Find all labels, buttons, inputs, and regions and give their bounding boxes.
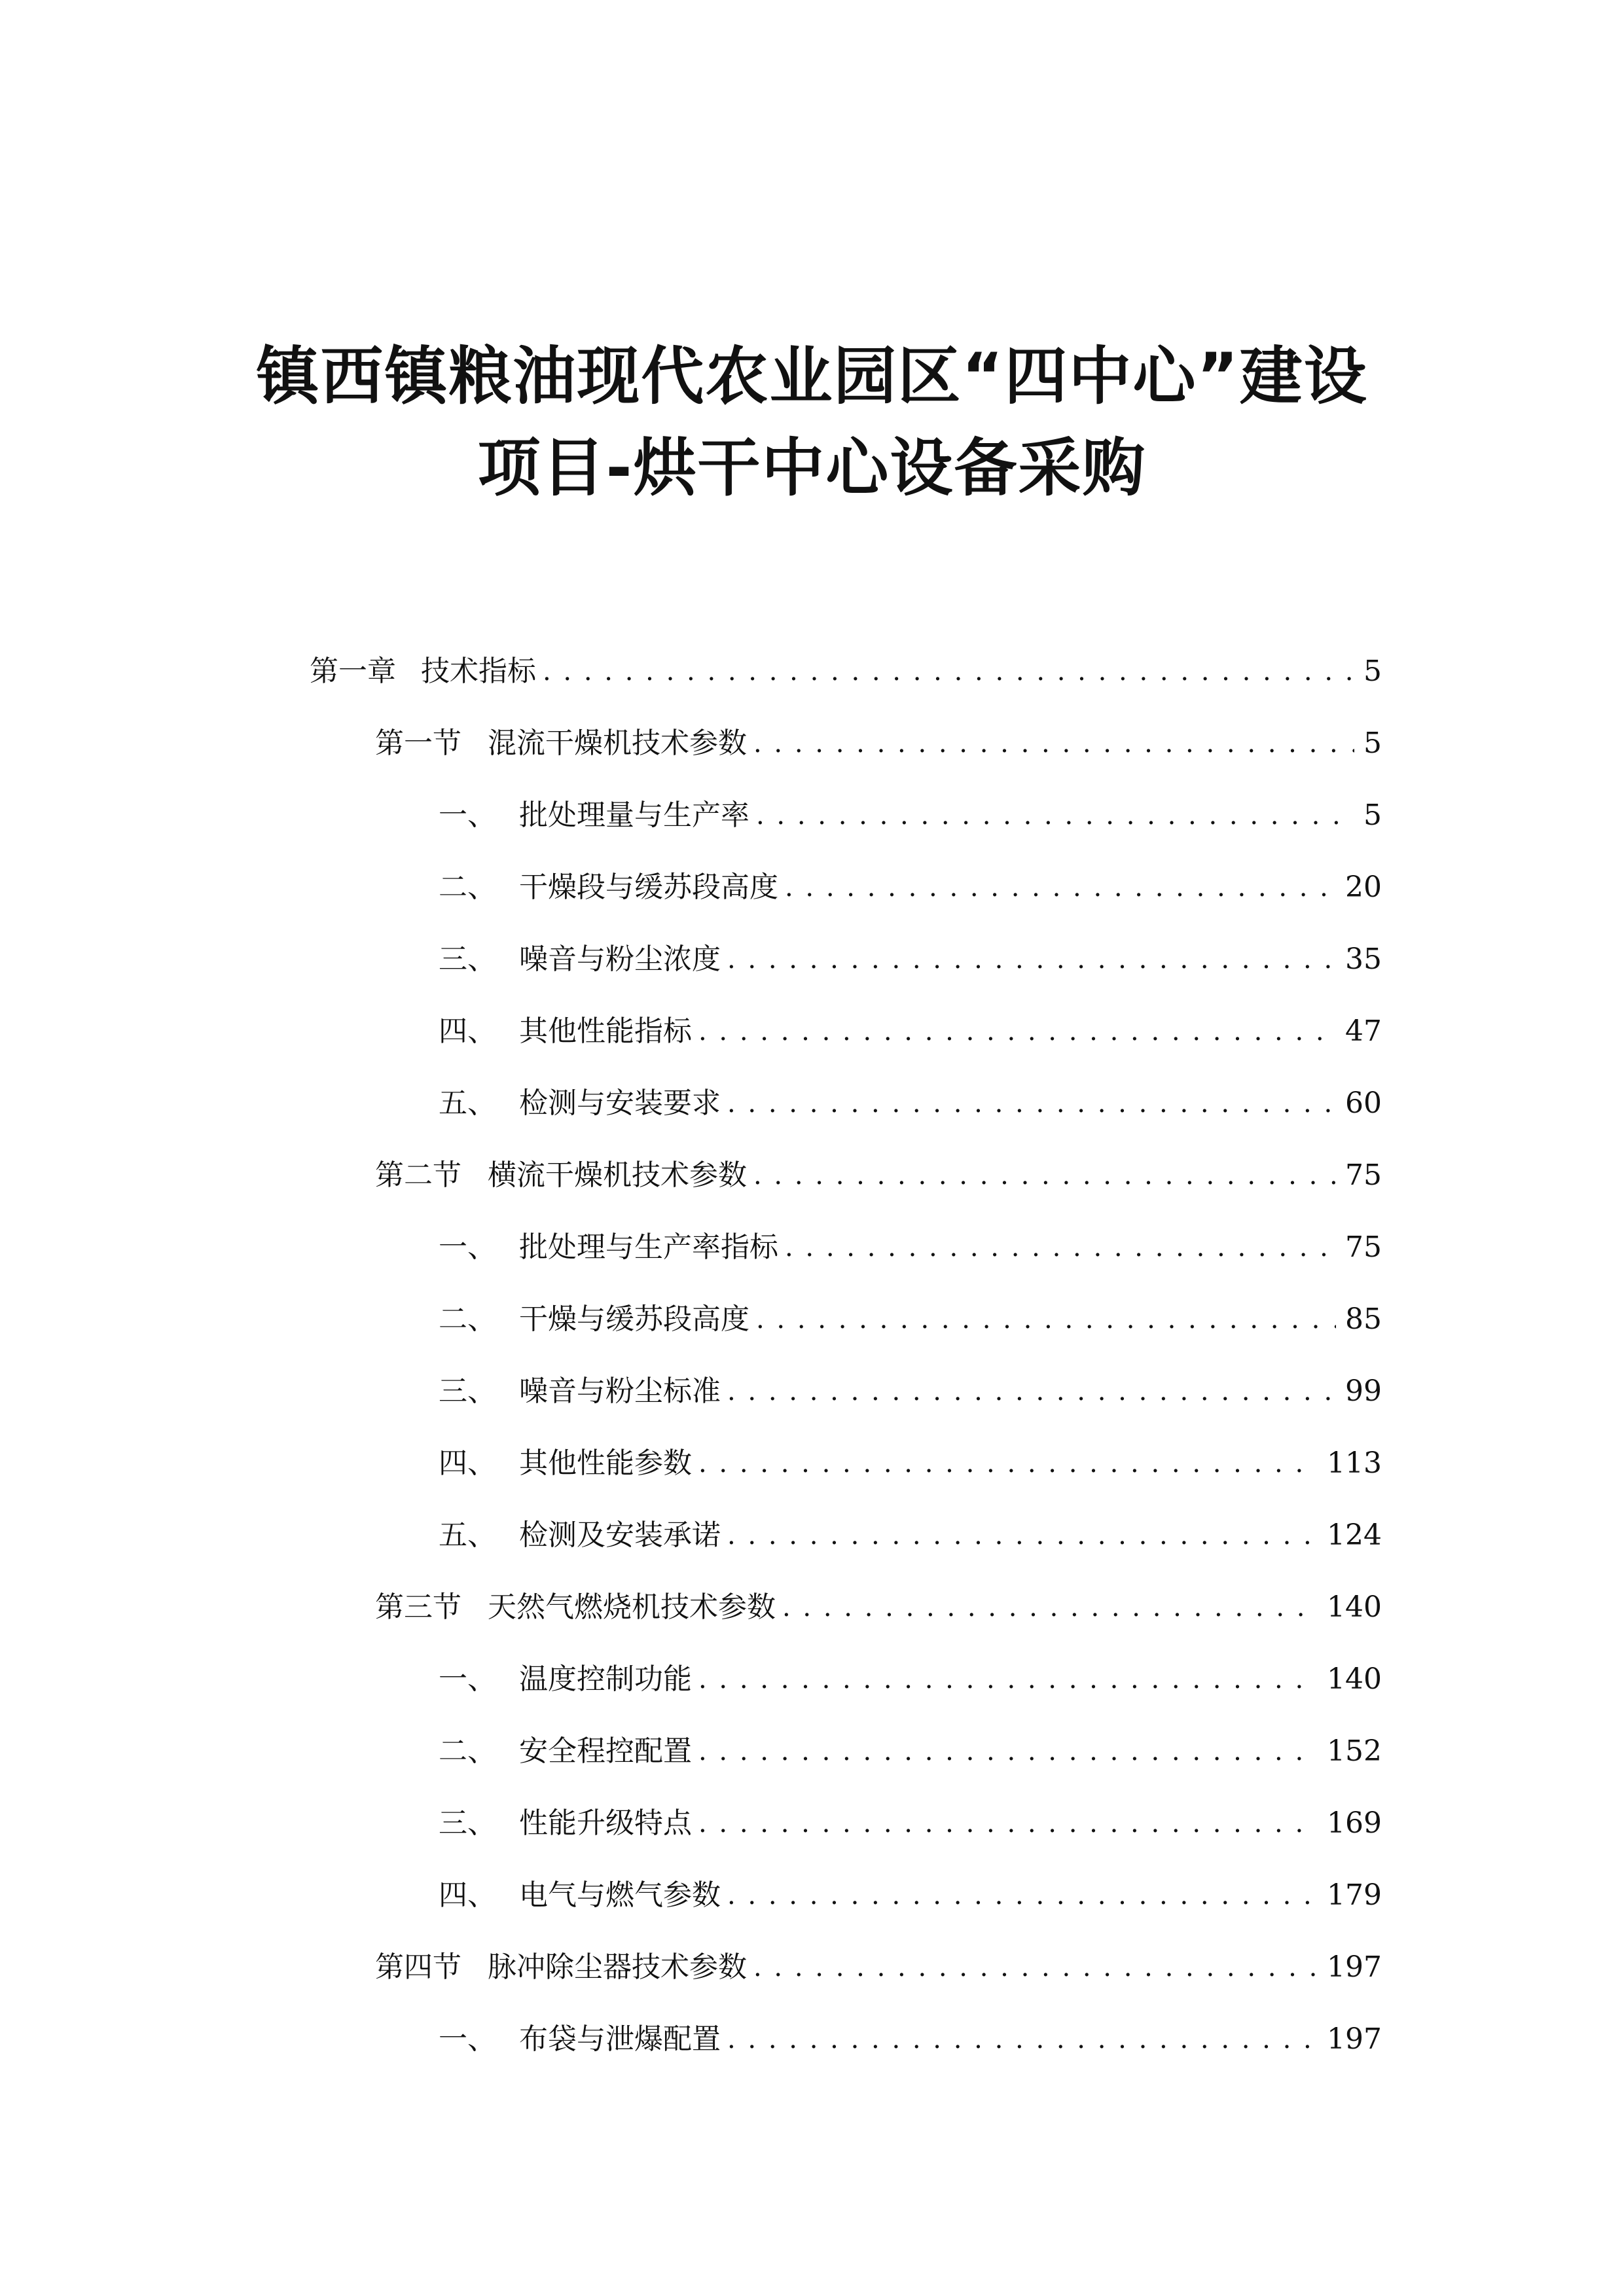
toc-entry-number: 二、 bbox=[439, 870, 496, 904]
toc-entry-title: 其他性能指标 bbox=[519, 1014, 692, 1048]
toc-dot-leader bbox=[753, 1948, 1318, 1987]
toc-entry[interactable] bbox=[439, 1084, 1382, 1123]
toc-entry-page: 179 bbox=[1327, 1878, 1382, 1912]
toc-entry-title: 批处理量与生产率 bbox=[519, 798, 749, 832]
toc-dot-leader bbox=[727, 1516, 1318, 1555]
toc-entry[interactable] bbox=[439, 1228, 1382, 1267]
toc-entry-number: 第一节 bbox=[375, 726, 461, 760]
toc-dot-leader bbox=[753, 724, 1354, 763]
toc-entry-number: 第一章 bbox=[310, 655, 396, 688]
document-title-line-1: 镇西镇粮油现代农业园区“四中心”建设 bbox=[256, 340, 1368, 413]
toc-dot-leader bbox=[727, 940, 1336, 979]
toc-entry-number: 四、 bbox=[439, 1878, 496, 1912]
toc-entry[interactable] bbox=[439, 1732, 1382, 1771]
toc-entry-page: 124 bbox=[1327, 1518, 1382, 1552]
toc-entry[interactable] bbox=[439, 1372, 1382, 1411]
toc-dot-leader bbox=[698, 1804, 1318, 1843]
toc-entry[interactable] bbox=[439, 796, 1382, 835]
toc-entry-number: 第三节 bbox=[375, 1590, 461, 1624]
toc-entry-title: 温度控制功能 bbox=[519, 1662, 692, 1696]
toc-entry-number: 第二节 bbox=[375, 1158, 461, 1192]
toc-entry[interactable] bbox=[310, 652, 1382, 691]
toc-dot-leader bbox=[753, 1156, 1336, 1195]
toc-entry[interactable] bbox=[439, 868, 1382, 907]
toc-dot-leader bbox=[785, 868, 1336, 907]
toc-entry-page: 99 bbox=[1345, 1374, 1382, 1408]
toc-dot-leader bbox=[756, 1300, 1336, 1339]
toc-entry-page: 152 bbox=[1327, 1734, 1382, 1768]
toc-entry-title: 批处理与生产率指标 bbox=[519, 1230, 778, 1264]
toc-entry-title: 其他性能参数 bbox=[519, 1446, 692, 1480]
toc-entry-page: 75 bbox=[1345, 1230, 1382, 1264]
toc-entry-number: 二、 bbox=[439, 1734, 496, 1768]
toc-entry[interactable] bbox=[439, 1444, 1382, 1483]
toc-entry-page: 47 bbox=[1345, 1014, 1382, 1048]
toc-dot-leader bbox=[727, 1876, 1318, 1915]
toc-entry[interactable] bbox=[439, 1516, 1382, 1555]
toc-entry-page: 75 bbox=[1345, 1158, 1382, 1192]
toc-dot-leader bbox=[543, 652, 1354, 691]
toc-entry[interactable] bbox=[439, 1300, 1382, 1339]
toc-entry-page: 140 bbox=[1327, 1590, 1382, 1624]
document-title-line-2: 项目-烘干中心设备采购 bbox=[477, 431, 1147, 505]
toc-dot-leader bbox=[782, 1588, 1318, 1627]
toc-dot-leader bbox=[727, 2020, 1318, 2059]
toc-entry[interactable] bbox=[439, 940, 1382, 979]
toc-entry-number: 一、 bbox=[439, 1662, 496, 1696]
toc-entry-number: 五、 bbox=[439, 1086, 496, 1120]
toc-entry[interactable] bbox=[375, 1156, 1382, 1195]
toc-entry-number: 四、 bbox=[439, 1446, 496, 1480]
toc-dot-leader bbox=[698, 1660, 1318, 1699]
toc-dot-leader bbox=[727, 1084, 1336, 1123]
toc-entry-title: 检测与安装要求 bbox=[519, 1086, 721, 1120]
toc-dot-leader bbox=[698, 1732, 1318, 1771]
toc-entry-title: 布袋与泄爆配置 bbox=[519, 2022, 721, 2056]
toc-entry[interactable] bbox=[375, 724, 1382, 763]
toc-entry[interactable] bbox=[439, 1876, 1382, 1915]
toc-entry-title: 电气与燃气参数 bbox=[519, 1878, 721, 1912]
toc-entry-number: 一、 bbox=[439, 798, 496, 832]
toc-entry-page: 5 bbox=[1363, 798, 1382, 832]
toc-entry-title: 安全程控配置 bbox=[519, 1734, 692, 1768]
toc-entry-number: 一、 bbox=[439, 1230, 496, 1264]
toc-entry-page: 197 bbox=[1327, 2022, 1382, 2056]
toc-entry-page: 169 bbox=[1327, 1806, 1382, 1840]
toc-entry-title: 天然气燃烧机技术参数 bbox=[488, 1590, 776, 1624]
toc-entry[interactable] bbox=[375, 1588, 1382, 1627]
toc-entry-number: 四、 bbox=[439, 1014, 496, 1048]
toc-entry-title: 混流干燥机技术参数 bbox=[488, 726, 747, 760]
toc-dot-leader bbox=[698, 1444, 1318, 1483]
toc-dot-leader bbox=[698, 1012, 1336, 1051]
toc-entry-title: 干燥与缓苏段高度 bbox=[519, 1302, 749, 1336]
toc-entry[interactable] bbox=[375, 1948, 1382, 1987]
toc-entry-number: 五、 bbox=[439, 1518, 496, 1552]
toc-entry-title: 性能升级特点 bbox=[519, 1806, 692, 1840]
toc-entry-page: 5 bbox=[1363, 655, 1382, 688]
toc-entry-title: 噪音与粉尘浓度 bbox=[519, 942, 721, 976]
toc-entry-page: 85 bbox=[1345, 1302, 1382, 1336]
toc-entry-title: 检测及安装承诺 bbox=[519, 1518, 721, 1552]
toc-entry-number: 二、 bbox=[439, 1302, 496, 1336]
toc-dot-leader bbox=[756, 796, 1354, 835]
toc-entry-title: 横流干燥机技术参数 bbox=[488, 1158, 747, 1192]
toc-entry-page: 113 bbox=[1327, 1446, 1382, 1480]
toc-entry[interactable] bbox=[439, 2020, 1382, 2059]
toc-entry-number: 三、 bbox=[439, 1806, 496, 1840]
toc-entry-number: 三、 bbox=[439, 1374, 496, 1408]
toc-entry-number: 一、 bbox=[439, 2022, 496, 2056]
toc-entry[interactable] bbox=[439, 1012, 1382, 1051]
toc-entry-page: 20 bbox=[1345, 870, 1382, 904]
toc-entry-title: 脉冲除尘器技术参数 bbox=[488, 1950, 747, 1984]
toc-entry-page: 60 bbox=[1345, 1086, 1382, 1120]
toc-entry-number: 三、 bbox=[439, 942, 496, 976]
toc-entry-title: 干燥段与缓苏段高度 bbox=[519, 870, 778, 904]
toc-entry[interactable] bbox=[439, 1660, 1382, 1699]
toc-entry-title: 噪音与粉尘标准 bbox=[519, 1374, 721, 1408]
toc-entry-number: 第四节 bbox=[375, 1950, 461, 1984]
toc-entry-page: 197 bbox=[1327, 1950, 1382, 1984]
toc-entry[interactable] bbox=[439, 1804, 1382, 1843]
toc-entry-page: 35 bbox=[1345, 942, 1382, 976]
toc-entry-page: 5 bbox=[1363, 726, 1382, 760]
toc-entry-page: 140 bbox=[1327, 1662, 1382, 1696]
toc-entry-title: 技术指标 bbox=[421, 655, 536, 688]
toc-dot-leader bbox=[785, 1228, 1336, 1267]
toc-dot-leader bbox=[727, 1372, 1336, 1411]
